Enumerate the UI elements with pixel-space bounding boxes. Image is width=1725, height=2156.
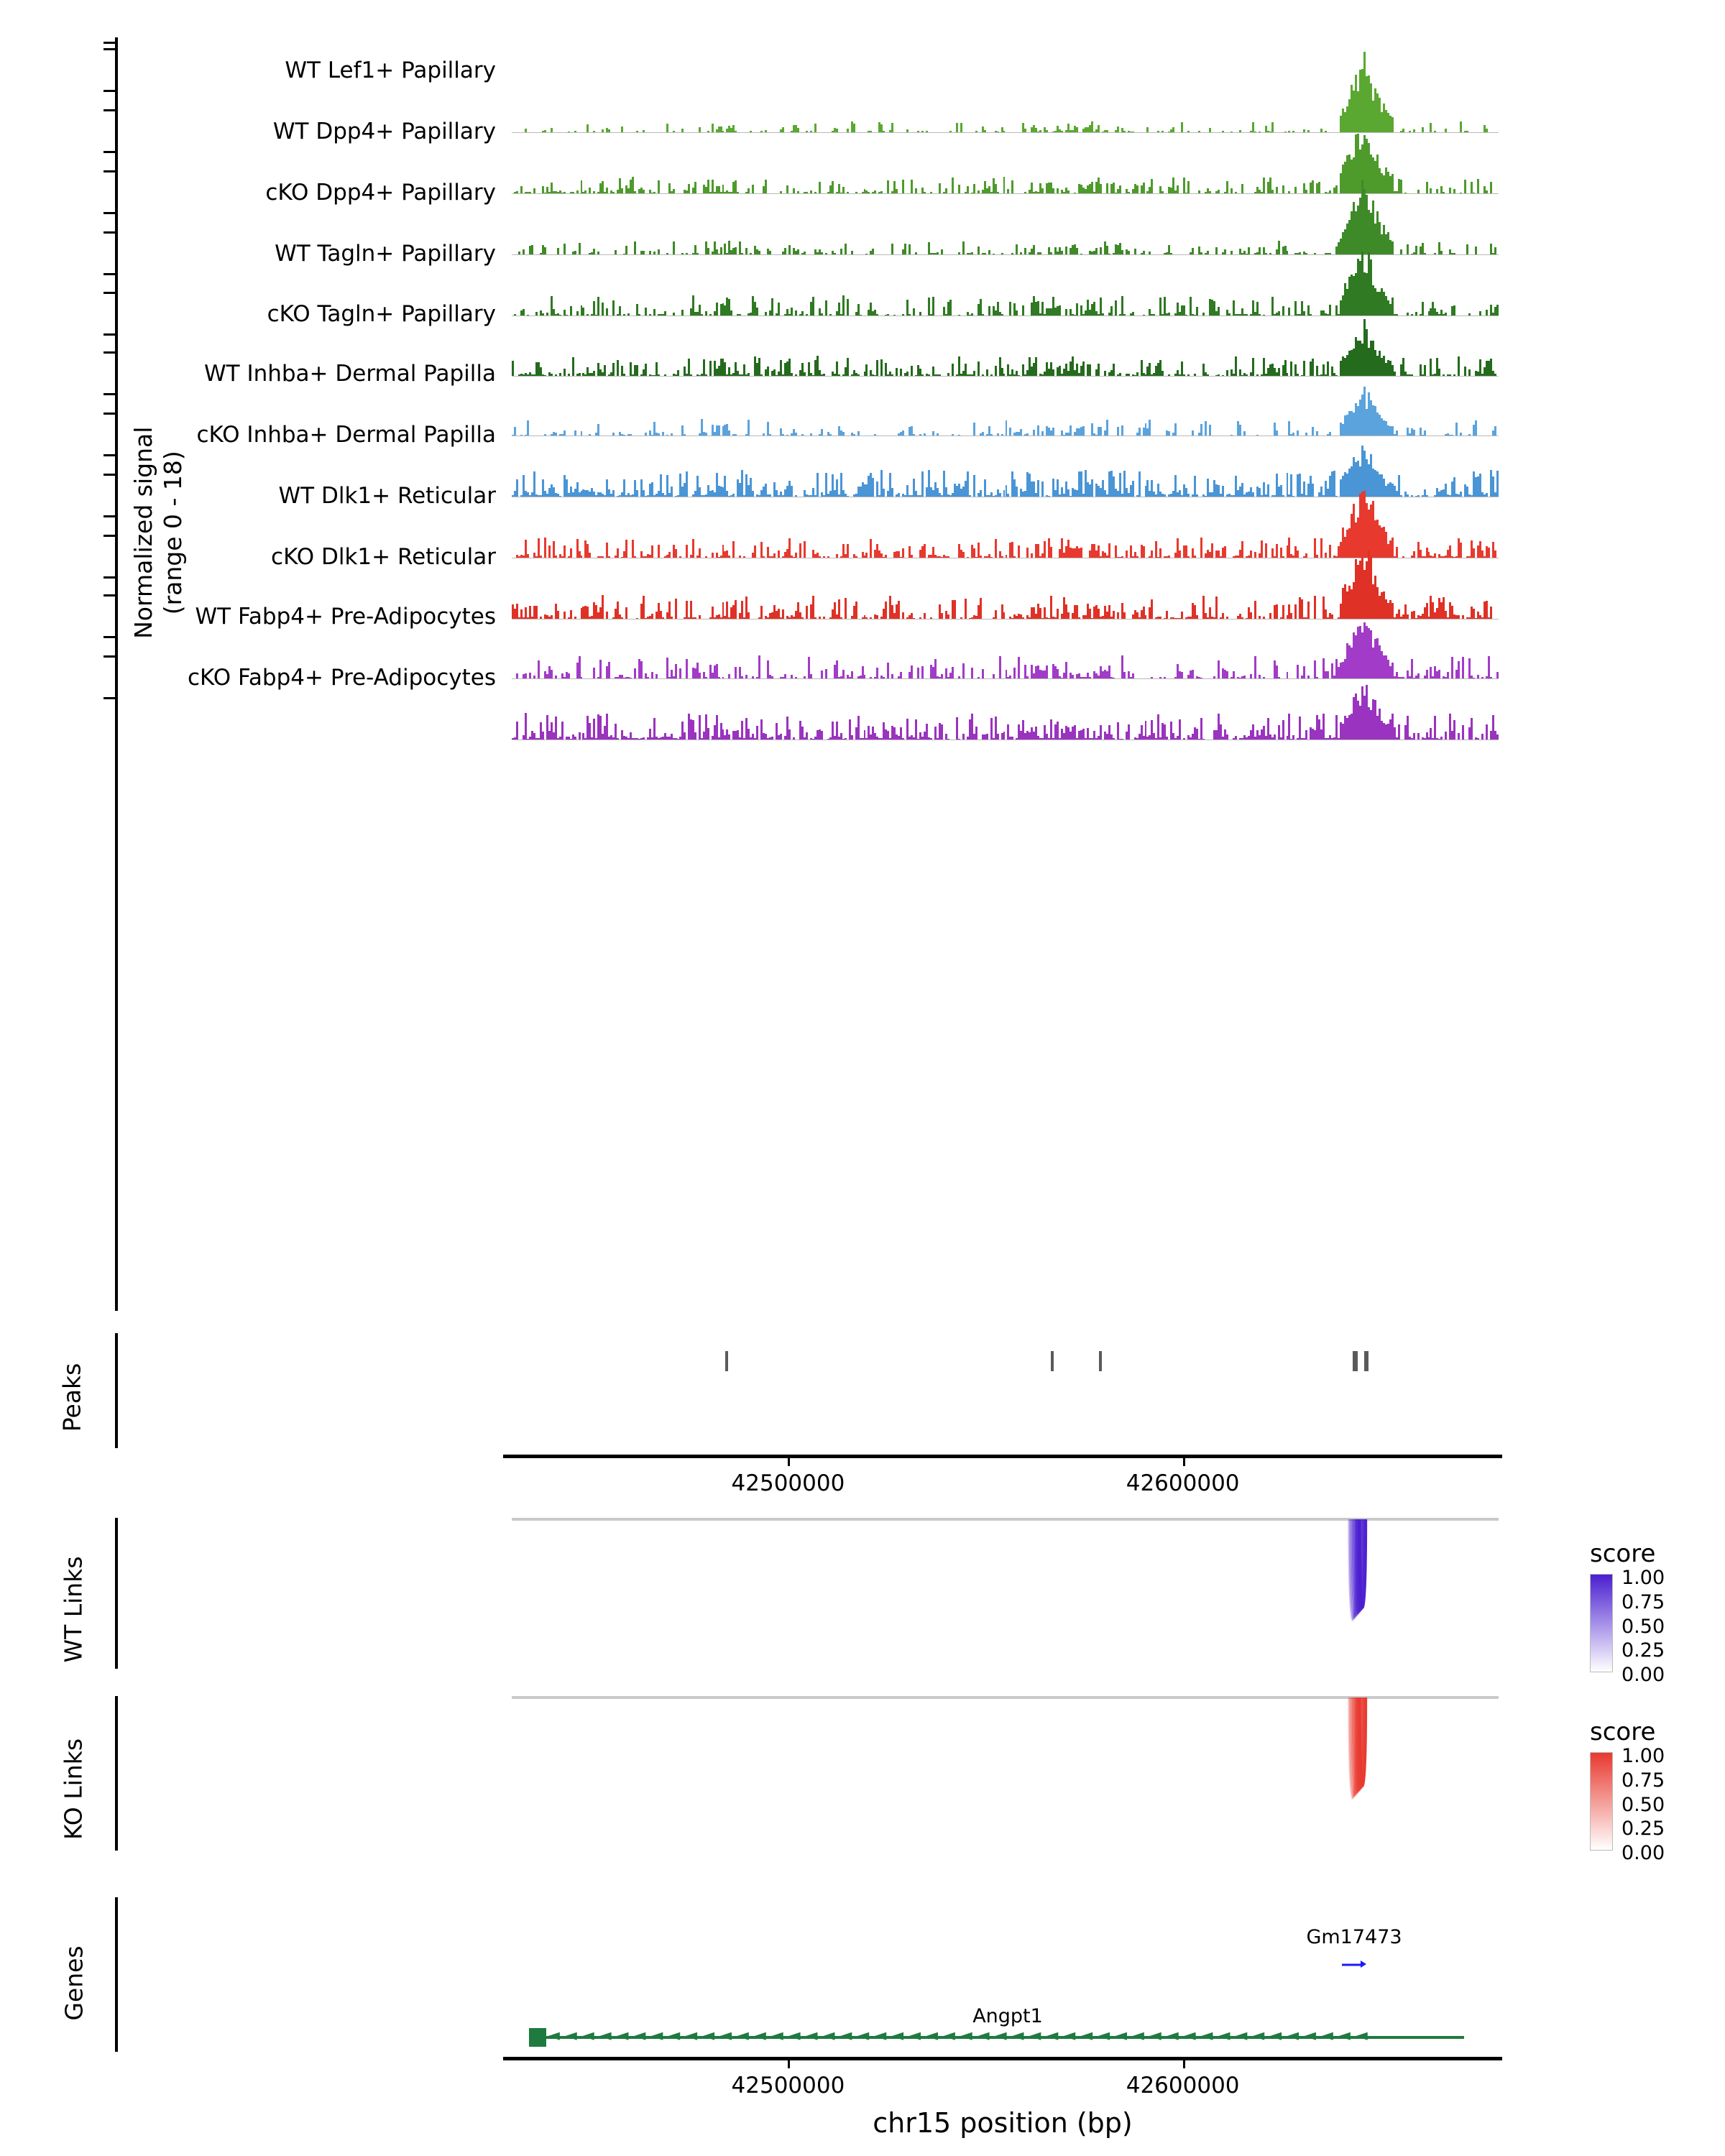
track-label-4: WT Tagln+ Papillary xyxy=(275,241,496,267)
peaks-track xyxy=(512,1351,1499,1380)
wt-legend-tick-4: 0.00 xyxy=(1622,1664,1665,1686)
signal-tick xyxy=(104,42,118,44)
ko-legend-tick-2: 0.50 xyxy=(1622,1793,1665,1816)
ko-links-legend-title: score xyxy=(1590,1718,1656,1746)
track-label-8: WT Dlk1+ Reticular xyxy=(278,483,496,509)
link-arc xyxy=(512,1518,1499,1672)
signal-tick xyxy=(104,109,118,111)
ko-links-axis-bar xyxy=(115,1696,118,1851)
wt-links-legend xyxy=(1590,1539,1665,1686)
ko-links-panel xyxy=(512,1696,1499,1853)
signal-axis-label-line1: Normalized signal xyxy=(129,426,157,639)
gene-strand-arrows-angpt1: ◄ ◄ ◄ ◄ ◄ ◄ ◄ ◄ ◄ ◄ ◄ ◄ ◄ ◄ ◄ ◄ ◄ ◄ ◄ ◄ ◄ ◄ ◄ ◄ ◄ ◄ ◄ ◄ ◄ ◄ ◄ ◄ ◄ ◄ ◄ ◄ ◄ ◄ ◄ ◄ ◄ ◄ ◄ ◄ ◄ ◄ ◄ ◄ xyxy=(548,2027,1368,2045)
signal-tick xyxy=(104,333,118,336)
wt-links-legend-ticks xyxy=(1622,1568,1665,1690)
peaks-axis-line xyxy=(503,1455,1502,1458)
genes-axis-bar xyxy=(115,1897,118,2052)
wt-legend-tick-1: 0.75 xyxy=(1622,1590,1665,1613)
peak-marker xyxy=(725,1351,728,1371)
ko-legend-tick-4: 0.00 xyxy=(1622,1842,1665,1864)
genes-axis-line xyxy=(503,2057,1502,2060)
wt-links-legend-colorbar xyxy=(1590,1574,1613,1672)
peak-marker xyxy=(1353,1351,1358,1371)
signal-tick xyxy=(104,292,118,294)
track-label-11: cKO Fabp4+ Pre-Adipocytes xyxy=(188,665,496,691)
peaks-axis-label: Peaks xyxy=(58,1363,86,1432)
track-label-5: cKO Tagln+ Papillary xyxy=(267,301,496,327)
signal-tick xyxy=(104,351,118,354)
ko-legend-tick-1: 0.75 xyxy=(1622,1769,1665,1792)
gene-label-angpt1: Angpt1 xyxy=(972,2005,1043,2027)
ko-links-legend-colorbar xyxy=(1590,1752,1613,1851)
signal-tick xyxy=(104,474,118,476)
signal-tick xyxy=(104,212,118,214)
peak-marker xyxy=(1051,1351,1054,1371)
signal-tick xyxy=(104,594,118,596)
genes-panel xyxy=(512,1897,1499,2052)
wt-links-panel xyxy=(512,1518,1499,1672)
link-arc xyxy=(512,1696,1499,1851)
wt-links-axis-bar xyxy=(115,1518,118,1669)
signal-tick xyxy=(104,48,118,50)
genes-axis-tick-2 xyxy=(1183,2060,1185,2068)
signal-profile xyxy=(512,653,1499,740)
signal-tick xyxy=(104,170,118,172)
peaks-axis-tick-1 xyxy=(788,1458,790,1466)
gene-exon-angpt1 xyxy=(529,2028,546,2047)
wt-legend-tick-2: 0.50 xyxy=(1622,1615,1665,1638)
track-label-7: cKO Inhba+ Dermal Papilla xyxy=(196,422,496,448)
peaks-axis-tick-label-1: 42500000 xyxy=(731,1470,845,1496)
peak-marker xyxy=(1099,1351,1102,1371)
gene-arrow-right-icon xyxy=(1342,1956,1368,1969)
wt-links-legend-title: score xyxy=(1590,1539,1656,1568)
signal-tick xyxy=(104,655,118,658)
genes-axis-label: Genes xyxy=(60,1945,88,2021)
track-label-10: WT Fabp4+ Pre-Adipocytes xyxy=(195,604,496,630)
track-label-9: cKO Dlk1+ Reticular xyxy=(271,544,496,570)
peaks-axis-bar xyxy=(115,1333,118,1448)
peaks-axis-tick-2 xyxy=(1183,1458,1185,1466)
signal-axis-label-line2: (range 0 - 18) xyxy=(159,451,187,615)
genes-axis-tick-label-1: 42500000 xyxy=(731,2073,845,2099)
ko-legend-tick-0: 1.00 xyxy=(1622,1745,1665,1767)
signal-tick xyxy=(104,151,118,153)
peak-marker xyxy=(1364,1351,1368,1371)
wt-legend-tick-3: 0.25 xyxy=(1622,1639,1665,1662)
track-label-3: cKO Dpp4+ Papillary xyxy=(265,180,496,206)
signal-tick xyxy=(104,636,118,638)
signal-tick xyxy=(104,413,118,415)
track-label-2: WT Dpp4+ Papillary xyxy=(272,119,496,144)
gene-label-gm17473: Gm17473 xyxy=(1306,1926,1402,1948)
track-label-1: WT Lef1+ Papillary xyxy=(285,57,496,83)
signal-tick xyxy=(104,454,118,456)
ko-links-legend xyxy=(1590,1718,1665,1864)
track-label-6: WT Inhba+ Dermal Papilla xyxy=(204,361,496,387)
x-axis-title: chr15 position (bp) xyxy=(873,2107,1133,2139)
wt-links-axis-label: WT Links xyxy=(59,1556,88,1663)
peaks-axis-tick-label-2: 42600000 xyxy=(1126,1470,1240,1496)
gene-body-gm17473 xyxy=(1342,1953,1368,1973)
signal-tick xyxy=(104,231,118,234)
signal-tick xyxy=(104,393,118,395)
signal-tick xyxy=(104,273,118,275)
genes-axis-tick-1 xyxy=(788,2060,790,2068)
signal-tick xyxy=(104,576,118,579)
signal-tick xyxy=(104,535,118,537)
signal-tick xyxy=(104,515,118,517)
signal-track-11 xyxy=(512,654,1499,740)
signal-tick xyxy=(104,697,118,699)
ko-legend-tick-3: 0.25 xyxy=(1622,1818,1665,1841)
ko-links-axis-label: KO Links xyxy=(59,1738,88,1841)
genes-axis-tick-label-2: 42600000 xyxy=(1126,2073,1240,2099)
wt-legend-tick-0: 1.00 xyxy=(1622,1567,1665,1589)
ko-links-legend-ticks xyxy=(1622,1746,1665,1868)
signal-tick xyxy=(104,90,118,92)
